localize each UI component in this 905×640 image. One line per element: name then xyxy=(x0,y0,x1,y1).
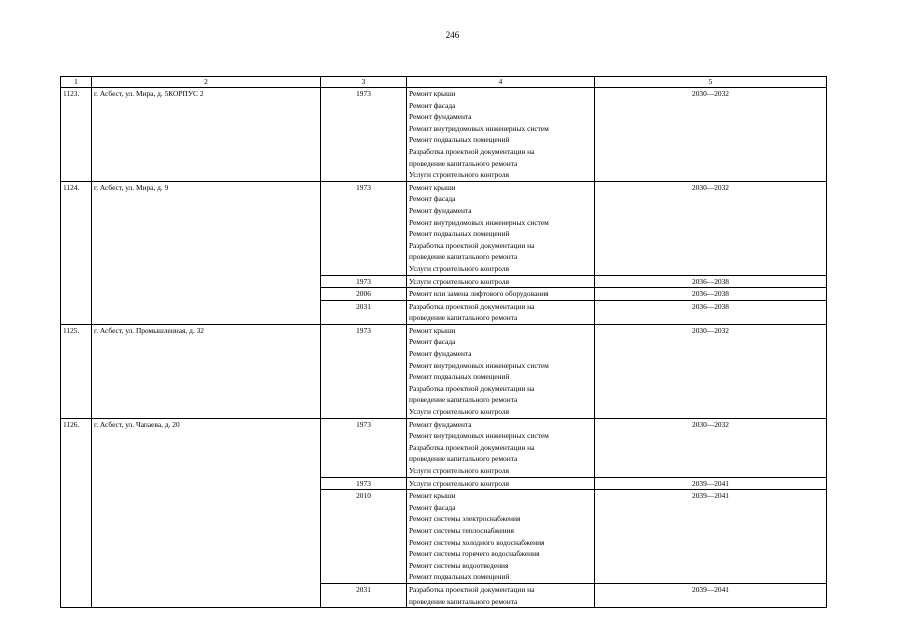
work-item: Ремонт фасада xyxy=(409,337,456,347)
page-number: 246 xyxy=(445,30,460,40)
entry-number: 1125. xyxy=(61,324,92,418)
entry-address: г. Асбест, ул. Промышленная, д. 32 xyxy=(92,324,321,418)
registry-table xyxy=(60,76,827,608)
entry-address: г. Асбест, ул. Мира, д. 9 xyxy=(92,181,321,324)
work-item: Ремонт крыши xyxy=(409,182,456,192)
table-row xyxy=(61,418,827,477)
work-item: Ремонт системы теплоснабжения xyxy=(409,525,514,535)
row-works xyxy=(407,88,595,182)
table-row xyxy=(61,324,827,418)
header-col-4: 4 xyxy=(407,77,595,88)
work-item: Разработка проектной документации на xyxy=(409,383,535,393)
header-col-2: 2 xyxy=(92,77,321,88)
header-row xyxy=(61,77,827,88)
table-row xyxy=(61,88,827,182)
row-period: 2039—2041 xyxy=(595,583,827,607)
row-period: 2030—2032 xyxy=(595,324,827,418)
work-item: Ремонт фундамента xyxy=(409,349,472,359)
entry-address: г. Асбест, ул. Мира, д. 5КОРПУС 2 xyxy=(92,88,321,182)
row-period: 2036—2038 xyxy=(595,288,827,301)
work-item: Ремонт крыши xyxy=(409,491,456,501)
work-item: Ремонт подвальных помещений xyxy=(409,135,510,145)
row-period: 2036—2038 xyxy=(595,275,827,288)
row-year: 1973 xyxy=(321,324,407,418)
work-item: Ремонт внутридомовых инженерных систем xyxy=(409,123,549,133)
row-year: 1973 xyxy=(321,88,407,182)
work-item: Разработка проектной документации на xyxy=(409,146,535,156)
entry-number: 1126. xyxy=(61,418,92,608)
work-item: Ремонт системы электроснабжения xyxy=(409,514,521,524)
entry-address: г. Асбест, ул. Чапаева, д. 20 xyxy=(92,418,321,608)
row-works xyxy=(407,181,595,275)
row-year: 2031 xyxy=(321,583,407,607)
work-item: Ремонт подвальных помещений xyxy=(409,229,510,239)
header-col-1: 1 xyxy=(61,77,92,88)
row-works xyxy=(407,583,595,607)
header-col-3: 3 xyxy=(321,77,407,88)
work-item: Ремонт системы горячего водоснабжения xyxy=(409,549,540,559)
row-year: 1973 xyxy=(321,275,407,288)
row-year: 2010 xyxy=(321,490,407,584)
work-item: проведение капитального ремонта xyxy=(409,252,518,262)
row-works xyxy=(407,300,595,324)
work-item: Разработка проектной документации на xyxy=(409,442,535,452)
work-item: Разработка проектной документации на xyxy=(409,584,535,594)
work-item: проведение капитального ремонта xyxy=(409,596,518,606)
row-works xyxy=(407,324,595,418)
row-works xyxy=(407,477,595,490)
work-item: проведение капитального ремонта xyxy=(409,395,518,405)
row-works xyxy=(407,275,595,288)
work-item: Ремонт крыши xyxy=(409,325,456,335)
work-item: Услуги строительного контроля xyxy=(409,466,509,475)
work-item: проведение капитального ремонта xyxy=(409,158,518,168)
work-item: проведение капитального ремонта xyxy=(409,454,518,464)
work-item: Услуги строительного контроля xyxy=(409,276,509,286)
row-works xyxy=(407,288,595,301)
entry-number: 1123. xyxy=(61,88,92,182)
row-period: 2039—2041 xyxy=(595,490,827,584)
work-item: Ремонт системы водоотведения xyxy=(409,560,509,570)
work-item: Ремонт подвальных помещений xyxy=(409,572,510,582)
work-item: Ремонт фундамента xyxy=(409,112,472,122)
entry-number: 1124. xyxy=(61,181,92,324)
work-item: Ремонт внутридомовых инженерных систем xyxy=(409,217,549,227)
work-item: Услуги строительного контроля xyxy=(409,407,509,417)
row-period: 2030—2032 xyxy=(595,88,827,182)
row-works xyxy=(407,490,595,584)
work-item: Ремонт фундамента xyxy=(409,419,472,429)
row-period: 2036—2038 xyxy=(595,300,827,324)
work-item: Разработка проектной документации на xyxy=(409,240,535,250)
header-col-5: 5 xyxy=(595,77,827,88)
work-item: Ремонт подвальных помещений xyxy=(409,372,510,382)
row-year: 1973 xyxy=(321,181,407,275)
row-period: 2030—2032 xyxy=(595,181,827,275)
row-year: 2006 xyxy=(321,288,407,301)
row-period: 2039—2041 xyxy=(595,477,827,490)
work-item: Услуги строительного контроля xyxy=(409,478,509,488)
row-year: 2031 xyxy=(321,300,407,324)
row-year: 1973 xyxy=(321,418,407,477)
registry-body xyxy=(61,88,827,608)
row-period: 2030—2032 xyxy=(595,418,827,477)
work-item: Ремонт внутридомовых инженерных систем xyxy=(409,360,549,370)
work-item: Ремонт фасада xyxy=(409,502,456,512)
work-item: Услуги строительного контроля xyxy=(409,170,509,180)
work-item: Услуги строительного контроля xyxy=(409,263,509,273)
row-works xyxy=(407,418,595,477)
work-item: Ремонт фасада xyxy=(409,100,456,110)
work-item: Ремонт фундамента xyxy=(409,205,472,215)
table-row xyxy=(61,181,827,275)
work-item: Разработка проектной документации на xyxy=(409,301,535,311)
work-item: Ремонт крыши xyxy=(409,89,456,98)
work-item: Ремонт или замена лифтового оборудования xyxy=(409,289,549,299)
work-item: Ремонт системы холодного водоснабжения xyxy=(409,537,545,547)
work-item: проведение капитального ремонта xyxy=(409,313,518,323)
work-item: Ремонт внутридомовых инженерных систем xyxy=(409,431,549,441)
work-item: Ремонт фасада xyxy=(409,194,456,204)
row-year: 1973 xyxy=(321,477,407,490)
